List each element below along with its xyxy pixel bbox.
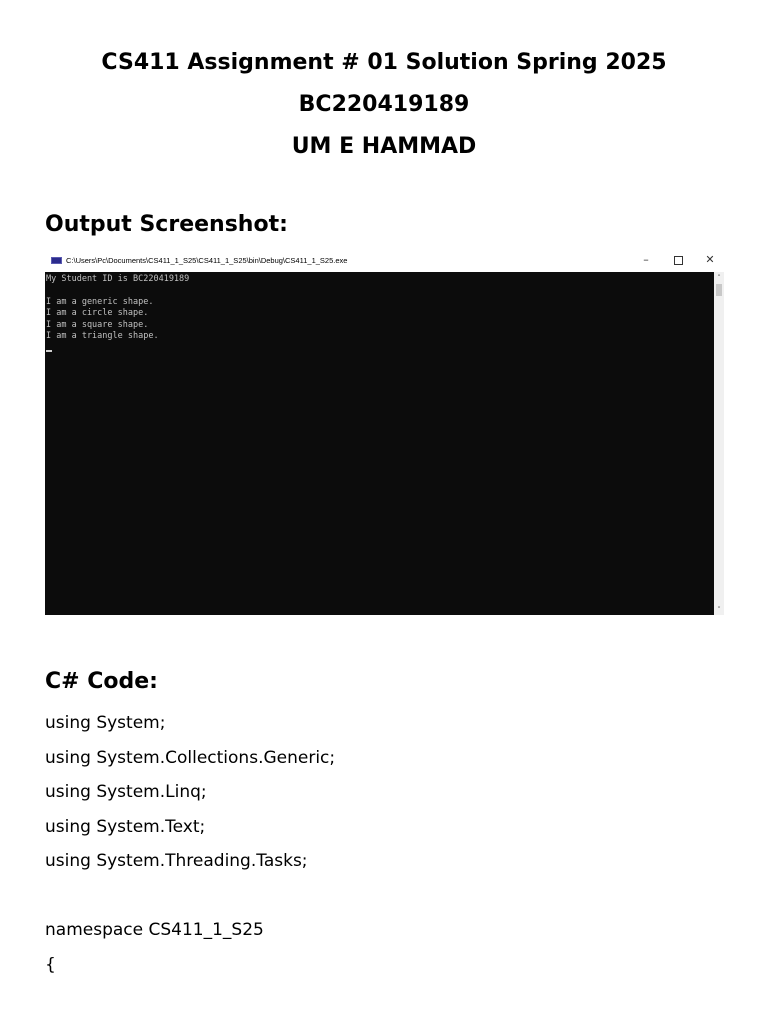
- scroll-thumb: [716, 284, 722, 296]
- minimize-icon: –: [643, 253, 649, 266]
- assignment-title: CS411 Assignment # 01 Solution Spring 2025: [101, 50, 667, 75]
- console-window-screenshot: [45, 251, 724, 615]
- code-line: using System.Threading.Tasks;: [45, 851, 308, 871]
- console-app-icon: [51, 257, 62, 264]
- student-id: BC220419189: [298, 92, 470, 117]
- code-line: using System.Text;: [45, 816, 206, 837]
- code-line-blank: [45, 879, 335, 914]
- console-cursor: [46, 350, 52, 352]
- code-line: using System;: [45, 713, 166, 733]
- output-screenshot-heading: Output Screenshot:: [45, 212, 288, 237]
- console-output-area: [45, 272, 714, 615]
- code-line: {: [45, 954, 56, 975]
- document-title-block: [0, 42, 768, 168]
- code-line: using System.Collections.Generic;: [45, 747, 336, 768]
- console-scrollbar: [714, 272, 724, 615]
- csharp-code-heading: C# Code:: [45, 669, 158, 694]
- code-listing: [45, 706, 335, 982]
- console-titlebar: [45, 251, 724, 271]
- console-window-title: C:\Users\Pc\Documents\CS411_1_S25\CS411_1_S25\bin\Debug\CS411_1_S25.exe: [66, 256, 348, 265]
- scroll-down-icon: ˅: [717, 606, 721, 614]
- code-line: using System.Linq;: [45, 782, 207, 802]
- maximize-icon: [670, 253, 686, 267]
- scroll-up-icon: ˄: [717, 274, 721, 282]
- student-name: UM E HAMMAD: [291, 134, 477, 159]
- console-output-text: My Student ID is BC220419189 I am a generic shape. I am a circle shape. I am a square shape. I am a triangle shape.: [46, 274, 190, 342]
- code-line: namespace CS411_1_S25: [45, 920, 264, 940]
- close-icon: ✕: [705, 253, 715, 266]
